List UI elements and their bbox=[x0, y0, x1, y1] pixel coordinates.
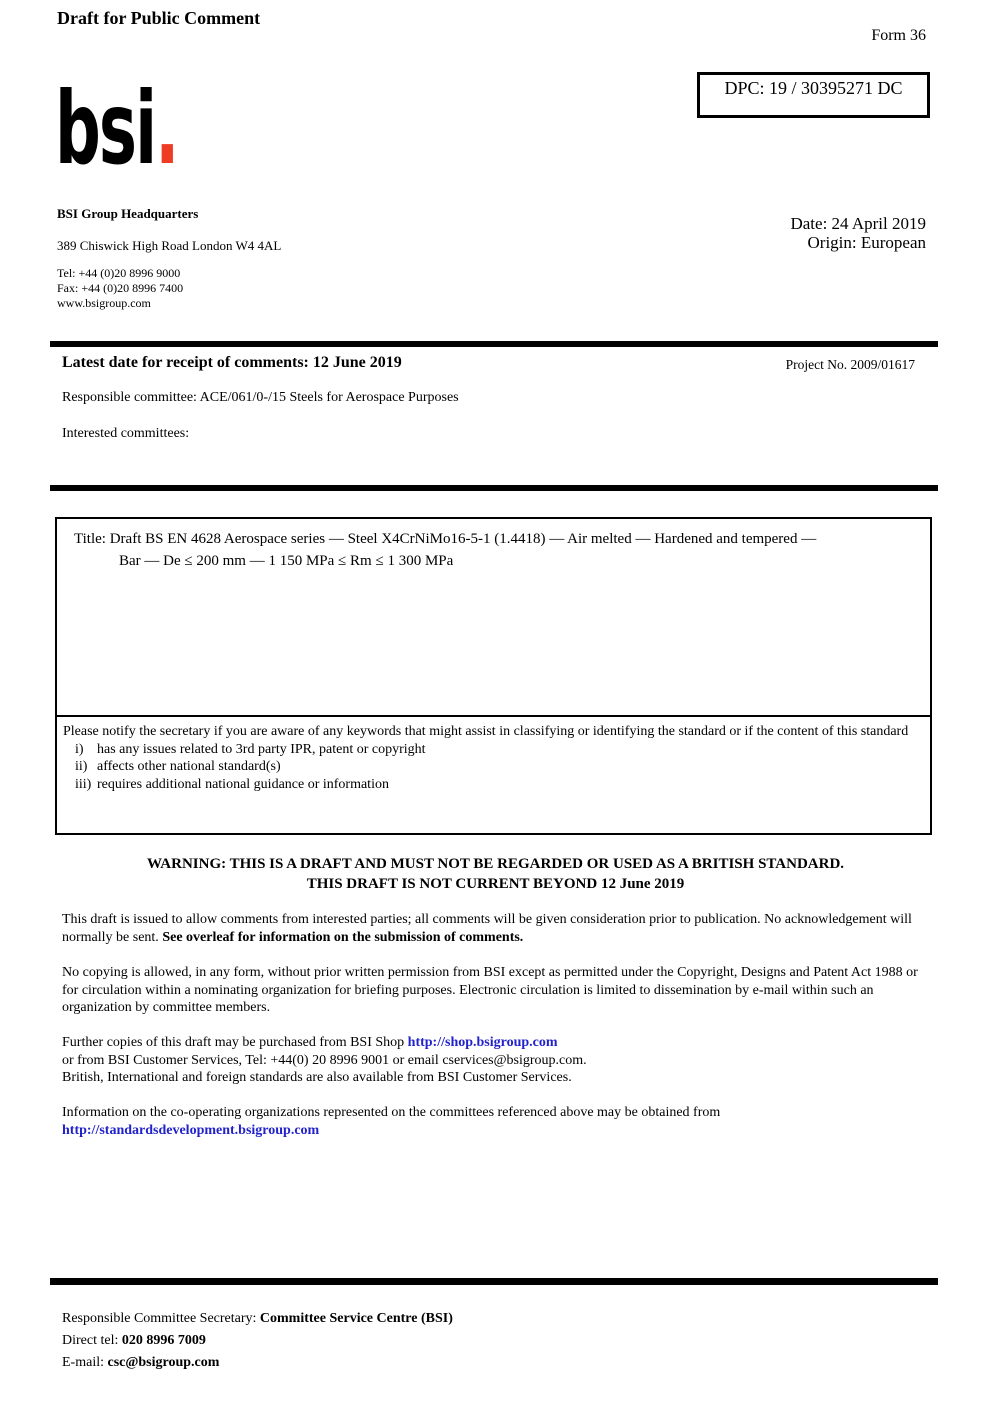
keywords-notify-box bbox=[55, 715, 932, 835]
cooperating-orgs-text: Information on the co-operating organizations represented on the committees referenced above may be obtained from bbox=[62, 1105, 721, 1120]
horizontal-rule-bottom bbox=[50, 1278, 938, 1285]
comments-policy-text: This draft is issued to allow comments from interested parties; all comments will be given consideration prior to publication. No acknowledgement will normally be sent. bbox=[62, 912, 912, 945]
form-number-label: Form 36 bbox=[871, 27, 926, 44]
secretary-value: Committee Service Centre (BSI) bbox=[259, 1311, 453, 1326]
notify-item-2-num: ii) bbox=[75, 759, 88, 774]
notify-item-1-num: i) bbox=[75, 741, 84, 757]
notify-item-3-num: iii) bbox=[75, 776, 92, 792]
footer-tel-line bbox=[62, 1330, 453, 1352]
standard-title-box bbox=[55, 517, 932, 717]
interested-committees: Interested committees: bbox=[62, 426, 190, 441]
hq-name: BSI Group Headquarters bbox=[57, 206, 199, 221]
paragraph-copyright-notice: No copying is allowed, in any form, without prior written permission from BSI except as permitted under the Copyright, Designs and Patent Act 1988 or for circulation within a nominating organization for briefing purposes. Electronic circulation is limited to dissemination by e-mail within such an organization by committee members. bbox=[62, 965, 918, 1015]
notify-item-1-text: has any issues related to 3rd party IPR, patent or copyright bbox=[97, 741, 426, 757]
purchase-info-line2: or from BSI Customer Services, Tel: +44(0) 20 8996 9001 or email cservices@bsigroup.com. bbox=[62, 1052, 587, 1068]
notify-item-1 bbox=[63, 741, 924, 759]
secretary-label: Responsible Committee Secretary: bbox=[62, 1311, 260, 1326]
date-origin-block bbox=[790, 214, 926, 252]
purchase-info-line3: British, International and foreign standards are also available from BSI Customer Services. bbox=[62, 1070, 572, 1085]
dpc-reference-text: DPC: 19 / 30395271 DC bbox=[724, 78, 903, 98]
draft-warning-line2: THIS DRAFT IS NOT CURRENT BEYOND 12 June 2019 bbox=[306, 876, 685, 892]
footer-email-line bbox=[62, 1352, 453, 1374]
hq-address: 389 Chiswick High Road London W4 4AL bbox=[57, 238, 282, 253]
hq-website: www.bsigroup.com bbox=[57, 296, 151, 310]
keywords-notify-intro: Please notify the secretary if you are aware of any keywords that might assist in classifying or identifying the standard or if the content of this standard bbox=[63, 724, 909, 739]
notify-item-3 bbox=[63, 776, 924, 794]
paragraph-purchase-info bbox=[62, 1034, 930, 1087]
notify-item-2-text: affects other national standard(s) bbox=[97, 759, 281, 774]
footer-secretary-block bbox=[62, 1308, 453, 1374]
standards-development-link[interactable]: http://standardsdevelopment.bsigroup.com bbox=[62, 1122, 320, 1138]
draft-warning bbox=[57, 854, 934, 894]
notify-item-3-text: requires additional national guidance or information bbox=[97, 776, 389, 792]
direct-tel-label: Direct tel: bbox=[62, 1333, 122, 1348]
bsi-logo bbox=[55, 70, 178, 187]
project-number: Project No. 2009/01617 bbox=[785, 357, 915, 372]
hq-fax: Fax: +44 (0)20 8996 7400 bbox=[57, 281, 184, 295]
bsi-shop-link[interactable]: http://shop.bsigroup.com bbox=[407, 1035, 558, 1050]
email-value: csc@bsigroup.com bbox=[107, 1355, 220, 1370]
footer-secretary-line bbox=[62, 1308, 453, 1330]
hq-contact-lines bbox=[57, 266, 183, 311]
dpc-reference-box bbox=[697, 72, 930, 118]
direct-tel-value: 020 8996 7009 bbox=[121, 1333, 206, 1348]
standard-title-line1: Title: Draft BS EN 4628 Aerospace series — Steel X4CrNiMo16-5-1 (1.4418) — Air melted — Hardened and tempered — bbox=[74, 531, 817, 547]
document-date: Date: 24 April 2019 bbox=[790, 214, 926, 233]
standard-title-line2: Bar — De ≤ 200 mm — 1 150 MPa ≤ Rm ≤ 1 300 MPa bbox=[119, 553, 454, 569]
comments-policy-bold-note: See overleaf for information on the submission of comments. bbox=[162, 929, 524, 945]
purchase-info-line1 bbox=[62, 1034, 930, 1052]
notify-item-2 bbox=[63, 758, 924, 776]
draft-warning-line1: WARNING: THIS IS A DRAFT AND MUST NOT BE REGARDED OR USED AS A BRITISH STANDARD. bbox=[146, 856, 845, 872]
paragraph-cooperating-orgs bbox=[62, 1104, 930, 1139]
purchase-info-line1-text: Further copies of this draft may be purchased from BSI Shop bbox=[62, 1035, 408, 1050]
hq-tel: Tel: +44 (0)20 8996 9000 bbox=[57, 266, 181, 280]
horizontal-rule-top bbox=[50, 341, 938, 347]
bsi-logo-text: bsi bbox=[55, 70, 156, 187]
horizontal-rule-middle bbox=[50, 485, 938, 491]
email-label: E-mail: bbox=[62, 1355, 108, 1370]
page-header-draft-label: Draft for Public Comment bbox=[57, 8, 261, 28]
keywords-notify-list bbox=[63, 741, 924, 794]
responsible-committee: Responsible committee: ACE/061/0-/15 Steels for Aerospace Purposes bbox=[62, 390, 459, 405]
paragraph-comments-policy bbox=[62, 911, 930, 946]
latest-comments-date: Latest date for receipt of comments: 12 June 2019 bbox=[62, 354, 402, 371]
bsi-logo-red-dot: . bbox=[155, 70, 178, 187]
document-origin: Origin: European bbox=[807, 233, 926, 252]
